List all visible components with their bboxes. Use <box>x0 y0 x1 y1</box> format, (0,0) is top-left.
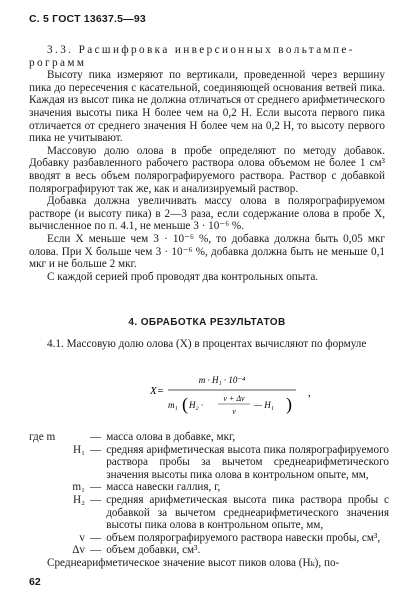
paragraph-peak-height: Высоту пика измеряют по вертикали, проведенной через вершину пика до пересечения с касательной, соединяющей основания ветвей пика. Каждая из высот пика не должна отличаться от среднего арифметического значения высоты пика H более чем на 0,2 H. Если высота первого пика отличается от среднего значения H более чем на 0,2 H, то высоту первого пика не учитывают. <box>29 69 385 145</box>
page-number: 62 <box>29 576 41 588</box>
formula-left-paren: ( <box>182 394 188 414</box>
definition-symbol: где m <box>29 431 56 443</box>
definition-dash: — <box>90 531 102 544</box>
paragraph-control: С каждой серией проб проводят два контрольных опыта. <box>47 270 319 283</box>
definition-text: средняя арифметическая высота пика раствора пробы с добавкой за вычетом среднеарифметического значения высоты пика олова в контрольном опыте, мм, <box>106 493 389 532</box>
subsection-title-3-3: 3.3. Расшифровка инверсионных вольтампе- <box>47 44 355 56</box>
definition-text: объем полярографируемого раствора навески пробы, см³, <box>106 531 381 544</box>
definition-dash: — <box>90 481 102 494</box>
definition-symbol: H₁ <box>73 443 85 456</box>
definition-text: объем добавки, см³. <box>106 544 201 557</box>
definition-dash: — <box>90 544 102 557</box>
section-title-4: 4. ОБРАБОТКА РЕЗУЛЬТАТОВ <box>128 317 286 328</box>
definition-row <box>29 532 389 545</box>
definition-text: масса олова в добавке, мкг, <box>106 431 236 443</box>
definition-row <box>29 494 389 532</box>
paragraph-if-less: Если X меньше чем 3 · 10⁻⁶ %, то добавка должна быть 0,05 мкг олова. При X больше чем 3 · 10⁻⁶ %, добавка должна быть не меньше 0,1 мкг и не больше 2 мкг. <box>29 232 385 271</box>
formula-inner-denominator: v <box>232 407 236 416</box>
definition-row <box>29 481 389 494</box>
definition-symbol: m₁ <box>72 481 85 494</box>
formula-tail: , <box>308 387 311 399</box>
formula-inner-numerator: v + Δv <box>223 394 245 403</box>
formula-den-h2: H₂ · <box>189 400 204 410</box>
definition-text: средняя арифметическая высота пика полярографируемого раствора пробы за вычетом среднеарифметического значения высоты пика олова в контрольном опыте, мм, <box>106 443 389 481</box>
definition-dash: — <box>90 431 102 443</box>
page-header: С. 5 ГОСТ 13637.5—93 <box>29 13 146 25</box>
paragraph-average: Среднеарифметическое значение высот пиков олова (Hₖ), по- <box>47 556 340 569</box>
definition-row <box>29 444 389 482</box>
section-4-1-text <box>29 338 385 351</box>
paragraph-mass-fraction: Массовую долю олова в пробе определяют по методу добавок. Добавку разбавленного рабочего раствора олова объемом не более 1 см³ вводят в весь объем полярографируемого раствора. Раствор с добавкой полярографируют так же, как и анализируемый раствор. <box>29 144 385 195</box>
paragraph-additive: Добавка должна увеличивать массу олова в полярографируемом растворе (и высоту пика) в 2—3 раза, если содержание олова в пробе X, вычисленное по п. 4.1, не меньше 3 · 10⁻⁶ %. <box>29 195 385 233</box>
definition-row <box>29 431 389 444</box>
definition-symbol: Δv <box>72 544 85 557</box>
definition-symbol: H₂ <box>73 493 85 506</box>
definition-row <box>29 544 389 557</box>
formula-lhs: X= <box>150 385 165 397</box>
paragraph-4-1: 4.1. Массовую долю олова (X) в процентах вычисляют по формуле <box>47 338 367 350</box>
formula-den-m1: m₁ <box>168 400 178 410</box>
definition-dash: — <box>90 443 102 456</box>
definition-text: масса навески галлия, г, <box>106 481 221 494</box>
definition-dash: — <box>90 493 102 506</box>
formula-definitions <box>29 431 389 570</box>
formula <box>150 372 330 420</box>
formula-numerator: m · H₁ · 10⁻⁴ <box>198 375 246 385</box>
subsection-title-3-3-cont: рограмм <box>29 56 87 69</box>
definition-symbol: v <box>79 531 85 544</box>
section-3-3-text <box>29 44 385 283</box>
formula-right-paren: ) <box>286 394 292 414</box>
formula-den-tail: — H₁ <box>254 400 274 410</box>
